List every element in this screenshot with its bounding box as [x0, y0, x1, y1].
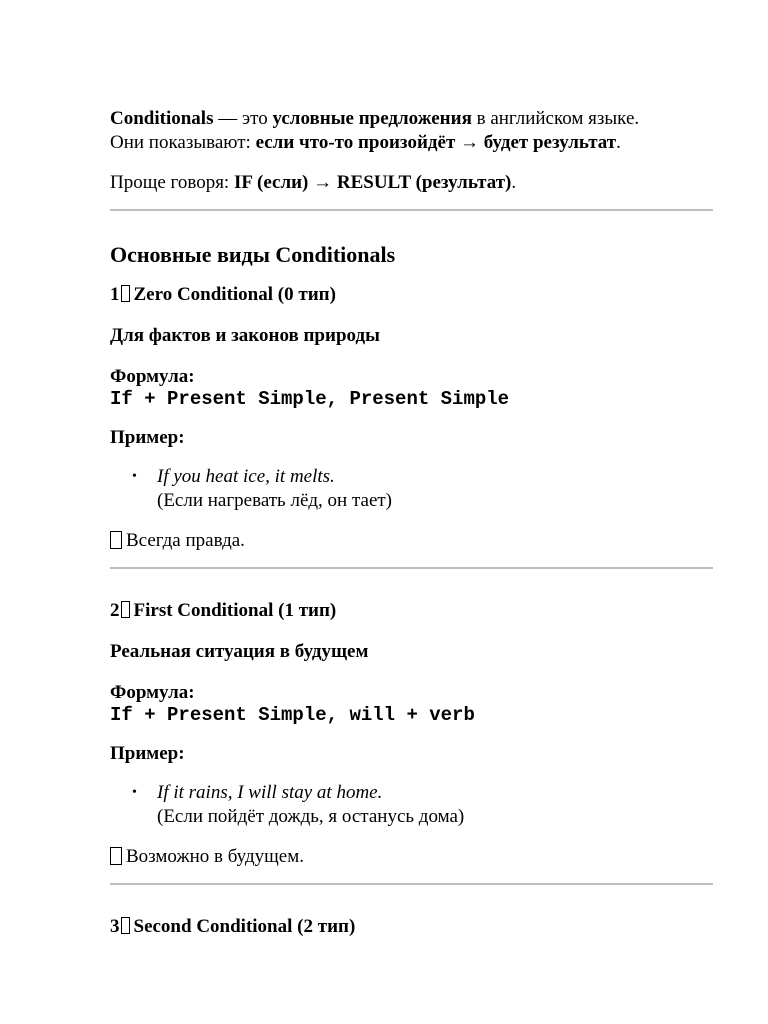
intro-line2-bold: если что-то произойдёт → будет результат — [255, 132, 617, 153]
formula-code: If + Present Simple, will + verb — [110, 704, 475, 726]
type-number: 3 — [110, 916, 120, 937]
example-label: Пример: — [110, 743, 185, 764]
example-russian: (Если нагревать лёд, он тает) — [157, 490, 393, 511]
type-number: 2 — [110, 600, 120, 621]
type-heading — [110, 599, 713, 623]
conditional-type-block — [110, 599, 713, 869]
list-item — [132, 465, 713, 513]
type-note — [110, 529, 713, 553]
intro-line2-prefix: Они показывают: — [110, 132, 256, 153]
bullet-icon: • — [132, 785, 137, 800]
type-heading — [110, 915, 713, 939]
conditional-type-block — [110, 283, 713, 553]
document-page — [110, 107, 713, 939]
simple-end: . — [511, 172, 517, 193]
example-english: If you heat ice, it melts. — [157, 466, 335, 487]
example-english: If it rains, I will stay at home. — [157, 782, 383, 803]
intro-line2-end: . — [616, 132, 621, 153]
type-title: First Conditional (1 тип) — [133, 600, 337, 621]
note-text: Возможно в будущем. — [126, 846, 304, 867]
type-purpose: Реальная ситуация в будущем — [110, 641, 369, 662]
check-icon — [110, 531, 122, 549]
type-purpose: Для фактов и законов природы — [110, 325, 380, 346]
intro-term: Conditionals — [110, 108, 214, 129]
divider — [110, 567, 713, 569]
bullet-icon: • — [132, 469, 137, 484]
formula-label: Формула: — [110, 682, 195, 703]
intro-bold-phrase: условные предложения — [272, 108, 472, 129]
formula-label: Формула: — [110, 366, 195, 387]
intro-simple-summary — [110, 171, 713, 195]
type-number: 1 — [110, 284, 120, 305]
type-title: Zero Conditional (0 тип) — [133, 284, 336, 305]
note-text: Всегда правда. — [126, 530, 245, 551]
type-title: Second Conditional (2 тип) — [133, 916, 356, 937]
simple-prefix: Проще говоря: — [110, 172, 234, 193]
check-icon — [110, 847, 122, 865]
intro-definition — [110, 107, 713, 131]
keycap-icon — [121, 285, 130, 302]
example-russian: (Если пойдёт дождь, я останусь дома) — [157, 806, 465, 827]
list-item — [132, 781, 713, 829]
example-list — [110, 465, 713, 513]
conditional-type-block — [110, 915, 713, 939]
intro-tail: в английском языке. — [471, 108, 640, 129]
formula-code: If + Present Simple, Present Simple — [110, 388, 510, 410]
keycap-icon — [121, 601, 130, 618]
section-heading: Основные виды Conditionals — [110, 242, 396, 267]
intro-explanation — [110, 131, 713, 155]
simple-bold: IF (если) → RESULT (результат) — [233, 172, 512, 193]
type-heading — [110, 283, 713, 307]
example-list — [110, 781, 713, 829]
keycap-icon — [121, 917, 130, 934]
type-note — [110, 845, 713, 869]
divider — [110, 883, 713, 885]
divider — [110, 209, 713, 211]
example-label: Пример: — [110, 427, 185, 448]
intro-dash-text: — это — [213, 108, 273, 129]
